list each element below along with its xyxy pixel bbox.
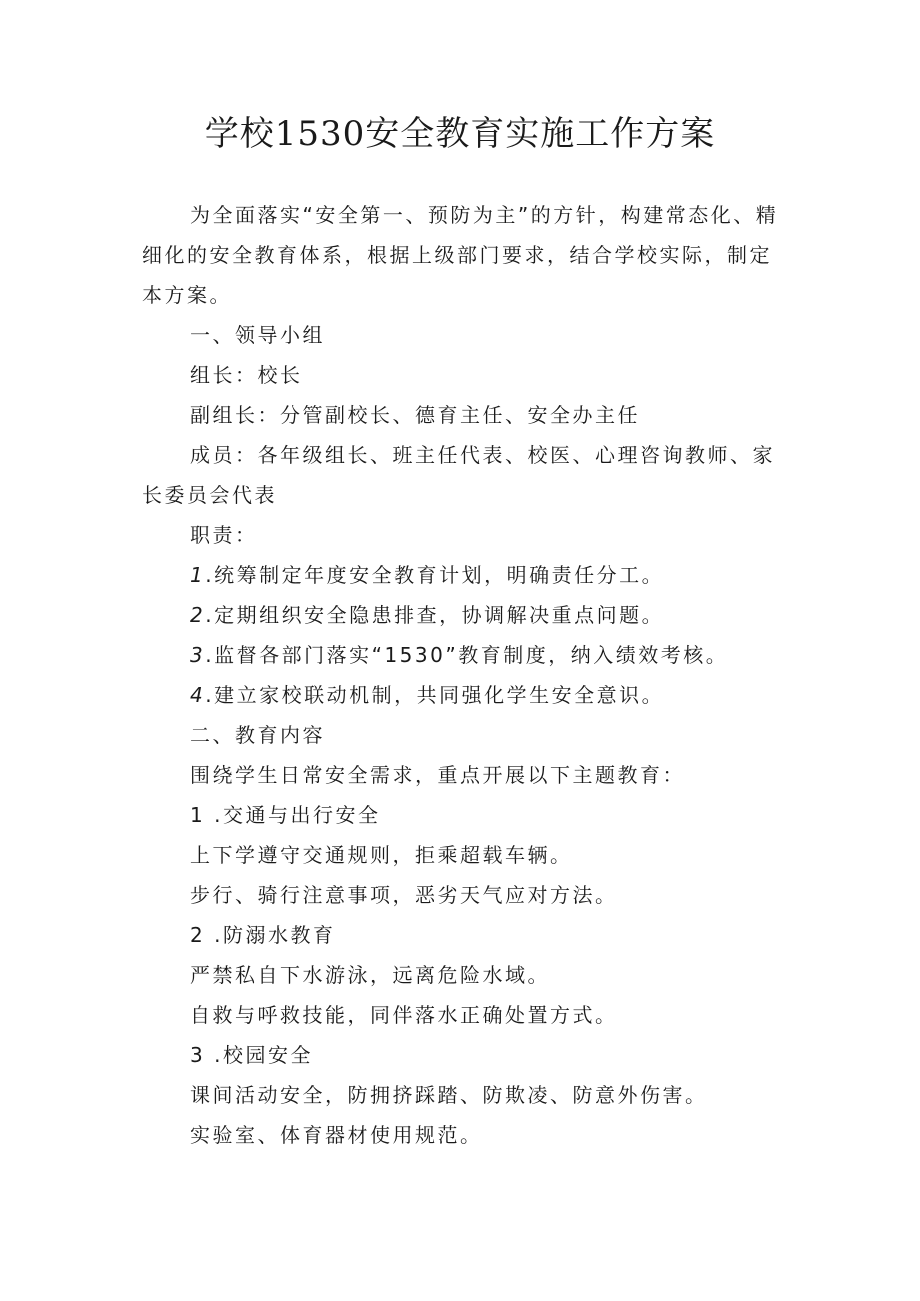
duty-item [142, 635, 792, 675]
section-heading-content: 二、教育内容 [190, 723, 325, 747]
duty-text: .监督各部门落实“1530”教育制度，纳入绩效考核。 [205, 643, 729, 667]
topic-item: 课间活动安全，防拥挤踩踏、防欺凌、防意外伤害。 [190, 1083, 708, 1107]
duty-item [142, 675, 792, 715]
duty-item [142, 555, 792, 595]
duty-item [142, 595, 792, 635]
duties-label: 职责： [190, 523, 258, 547]
topic-item: 严禁私自下水游泳，远离危险水域。 [190, 963, 550, 987]
duty-text: .统筹制定年度安全教育计划，明确责任分工。 [205, 563, 665, 587]
duty-text: .定期组织安全隐患排查，协调解决重点问题。 [205, 603, 665, 627]
topic-title: 2 .防溺水教育 [190, 923, 336, 947]
duty-number: 1 [190, 563, 206, 587]
leader-line: 组长：校长 [190, 363, 303, 387]
topic-item: 步行、骑行注意事项，恶劣天气应对方法。 [190, 883, 618, 907]
section-heading-leadership: 一、领导小组 [190, 323, 325, 347]
document-title: 学校1530安全教育实施工作方案 [204, 114, 716, 154]
topic-item: 实验室、体育器材使用规范。 [190, 1123, 483, 1147]
duty-number: 4 [190, 683, 206, 707]
intro-paragraph: 为全面落实“安全第一、预防为主”的方针，构建常态化、精细化的安全教育体系，根据上级部门要求，结合学校实际，制定本方案。 [142, 203, 779, 307]
document-body [142, 195, 792, 1155]
duty-text: .建立家校联动机制，共同强化学生安全意识。 [205, 683, 665, 707]
content-intro: 围绕学生日常安全需求，重点开展以下主题教育： [190, 763, 685, 787]
topic-item: 自救与呼救技能，同伴落水正确处置方式。 [190, 1003, 618, 1027]
topic-title: 3 .校园安全 [190, 1043, 313, 1067]
deputy-line: 副组长：分管副校长、德育主任、安全办主任 [190, 403, 640, 427]
members-paragraph: 成员：各年级组长、班主任代表、校医、心理咨询教师、家长委员会代表 [142, 443, 775, 507]
duty-number: 3 [190, 643, 206, 667]
duty-number: 2 [190, 603, 206, 627]
topic-title: 1 .交通与出行安全 [190, 803, 381, 827]
topic-item: 上下学遵守交通规则，拒乘超载车辆。 [190, 843, 573, 867]
